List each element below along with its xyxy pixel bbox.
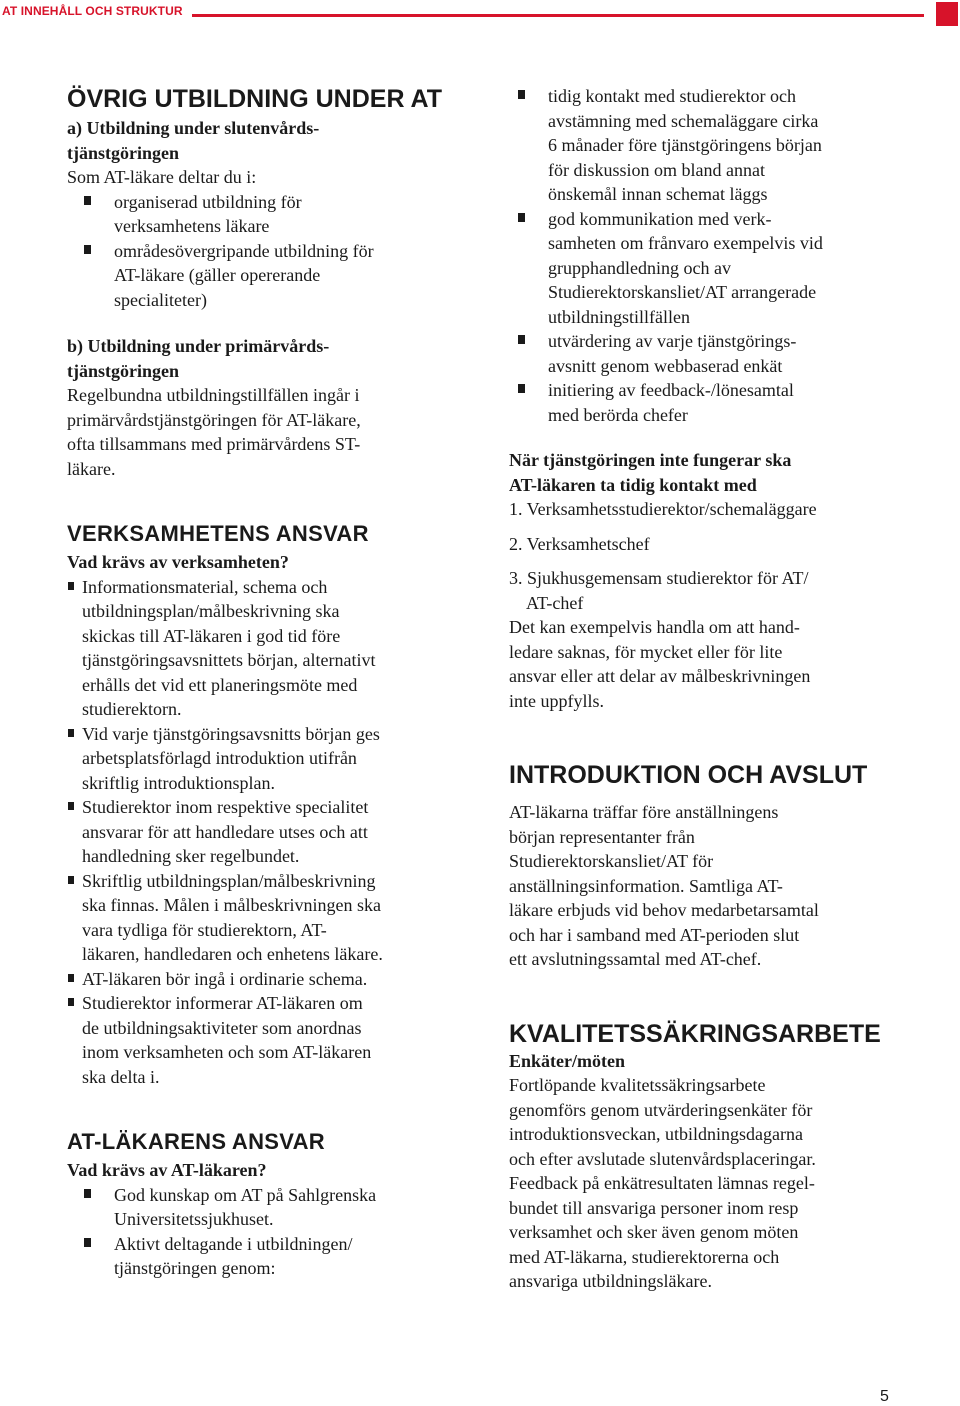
left-column: [67, 84, 467, 1281]
list-deltagande: [501, 84, 929, 427]
square-bullet-icon: [68, 998, 74, 1006]
heading-at-lakarens-ansvar: AT-LÄKARENS ANSVAR: [67, 1129, 325, 1154]
heading-kvalitetssakringsarbete: KVALITETSSÄKRINGSARBETE: [509, 1019, 881, 1048]
square-bullet-icon: [84, 196, 91, 205]
square-bullet-icon: [68, 729, 74, 737]
heading-ovrig-utbildning: ÖVRIG UTBILDNING UNDER AT: [67, 85, 442, 113]
paragraph-nar-tjanstgoringen: Det kan exempelvis handla om att hand- ledare saknas, för mycket eller för lite ansvar eller att delar av målbeskrivningen inte uppfylls.: [509, 617, 811, 711]
heading-verksamhetens-ansvar: VERKSAMHETENS ANSVAR: [67, 521, 369, 546]
paragraph-kvalitetssakring: Fortlöpande kvalitetssäkringsarbete genomförs genom utvärderingsenkäter för introduktionsveckan, utbildningsdagarna och efter avslutade slutenvårdsplaceringar. Feedback på enkätresultaten lämnas regel- bundet till ansvariga personer inom resp verksamhet och sker även genom möten med AT-läkarna, studierektorerna och ansvariga utbildningsläkare.: [509, 1075, 816, 1291]
list-item: Studierektor informerar AT-läkaren om de utbildningsaktiviteter som anordnas inom verksamheten och som AT-läkaren ska delta i.: [67, 991, 467, 1089]
section-title: AT INNEHÅLL OCH STRUKTUR: [2, 4, 183, 18]
list-item: tidig kontakt med studierektor och avstämning med schemaläggare cirka 6 månader före tjänstgöringens början för diskussion om bland annat önskemål innan schemat läggs: [501, 84, 929, 207]
list-at-lakarens-ansvar: [67, 1183, 467, 1281]
header-corner-block: [936, 2, 958, 26]
list-verksamhetens-ansvar: [67, 575, 467, 1090]
subheading-enkater-moten: Enkäter/möten: [509, 1050, 625, 1071]
list-item: 2. Verksamhetschef: [509, 533, 650, 554]
page-number: 5: [880, 1388, 889, 1405]
list-item: Aktivt deltagande i utbildningen/ tjänstgöringen genom:: [67, 1232, 467, 1281]
contact-list: [509, 497, 929, 615]
right-column: [509, 84, 929, 1294]
square-bullet-icon: [518, 90, 525, 99]
subheading-nar-tjanstgoringen: När tjänstgöringen inte fungerar ska AT-läkaren ta tidig kontakt med: [509, 450, 792, 495]
question-at-lakaren: Vad krävs av AT-läkaren?: [67, 1160, 267, 1180]
square-bullet-icon: [518, 335, 525, 344]
list-item: initiering av feedback-/lönesamtal med berörda chefer: [501, 378, 929, 427]
square-bullet-icon: [84, 245, 91, 254]
list-item: områdesövergripande utbildning för AT-läkare (gäller opererande specialiteter): [67, 239, 467, 313]
list-item: Vid varje tjänstgöringsavsnitts början ges arbetsplatsförlagd introduktion utifrån skriftlig introduktionsplan.: [67, 722, 467, 796]
question-verksamheten: Vad krävs av verksamheten?: [67, 552, 289, 572]
square-bullet-icon: [84, 1189, 91, 1198]
list-item: 3. Sjukhusgemensam studierektor för AT/ AT-chef: [509, 568, 809, 613]
paragraph-introduktion: AT-läkarna träffar före anställningens början representanter från Studierektorskansliet/AT för anställningsinformation. Samtliga AT- läkare erbjuds vid behov medarbetarsamtal och har i samband med AT-perioden slut ett avslutningssamtal med AT-chef.: [509, 802, 819, 969]
square-bullet-icon: [68, 876, 74, 884]
list-item: Skriftlig utbildningsplan/målbeskrivning ska finnas. Målen i målbeskrivningen ska vara tydliga för studierektorn, AT- läkaren, handledaren och enhetens läkare.: [67, 869, 467, 967]
list-item: organiserad utbildning för verksamhetens läkare: [67, 190, 467, 239]
list-item: utvärdering av varje tjänstgörings- avsnitt genom webbaserad enkät: [501, 329, 929, 378]
list-slutenvard: [67, 190, 467, 313]
list-item: Studierektor inom respektive specialitet ansvarar för att handledare utses och att handledning sker regelbundet.: [67, 795, 467, 869]
subheading-slutenvard: a) Utbildning under slutenvårds- tjänstgöringen: [67, 118, 320, 163]
square-bullet-icon: [518, 384, 525, 393]
list-item: god kommunikation med verk- samheten om frånvaro exempelvis vid grupphandledning och av Studierektorskansliet/AT arrangerade utbildningstillfällen: [501, 207, 929, 330]
page-header: [0, 0, 960, 26]
heading-introduktion-och-avslut: INTRODUKTION OCH AVSLUT: [509, 761, 868, 789]
intro-text: Som AT-läkare deltar du i:: [67, 167, 257, 187]
subheading-primarvard: b) Utbildning under primärvårds- tjänstgöringen: [67, 336, 330, 381]
square-bullet-icon: [518, 213, 525, 222]
list-item: Informationsmaterial, schema och utbildningsplan/målbeskrivning ska skickas till AT-läkaren i god tid före tjänstgöringsavsnittets början, alternativt erhålls det vid ett planeringsmöte med studierektorn.: [67, 575, 467, 722]
header-rule: [192, 14, 924, 17]
list-item: 1. Verksamhetsstudierektor/schemaläggare: [509, 499, 817, 519]
square-bullet-icon: [68, 802, 74, 810]
square-bullet-icon: [84, 1238, 91, 1247]
square-bullet-icon: [68, 974, 74, 982]
list-item: AT-läkaren bör ingå i ordinarie schema.: [67, 967, 467, 992]
list-item: God kunskap om AT på Sahlgrenska Universitetssjukhuset.: [67, 1183, 467, 1232]
paragraph-primarvard: Regelbundna utbildningstillfällen ingår i primärvårdstjänstgöringen för AT-läkare, ofta tillsammans med primärvårdens ST- läkare.: [67, 385, 361, 479]
square-bullet-icon: [68, 582, 74, 590]
